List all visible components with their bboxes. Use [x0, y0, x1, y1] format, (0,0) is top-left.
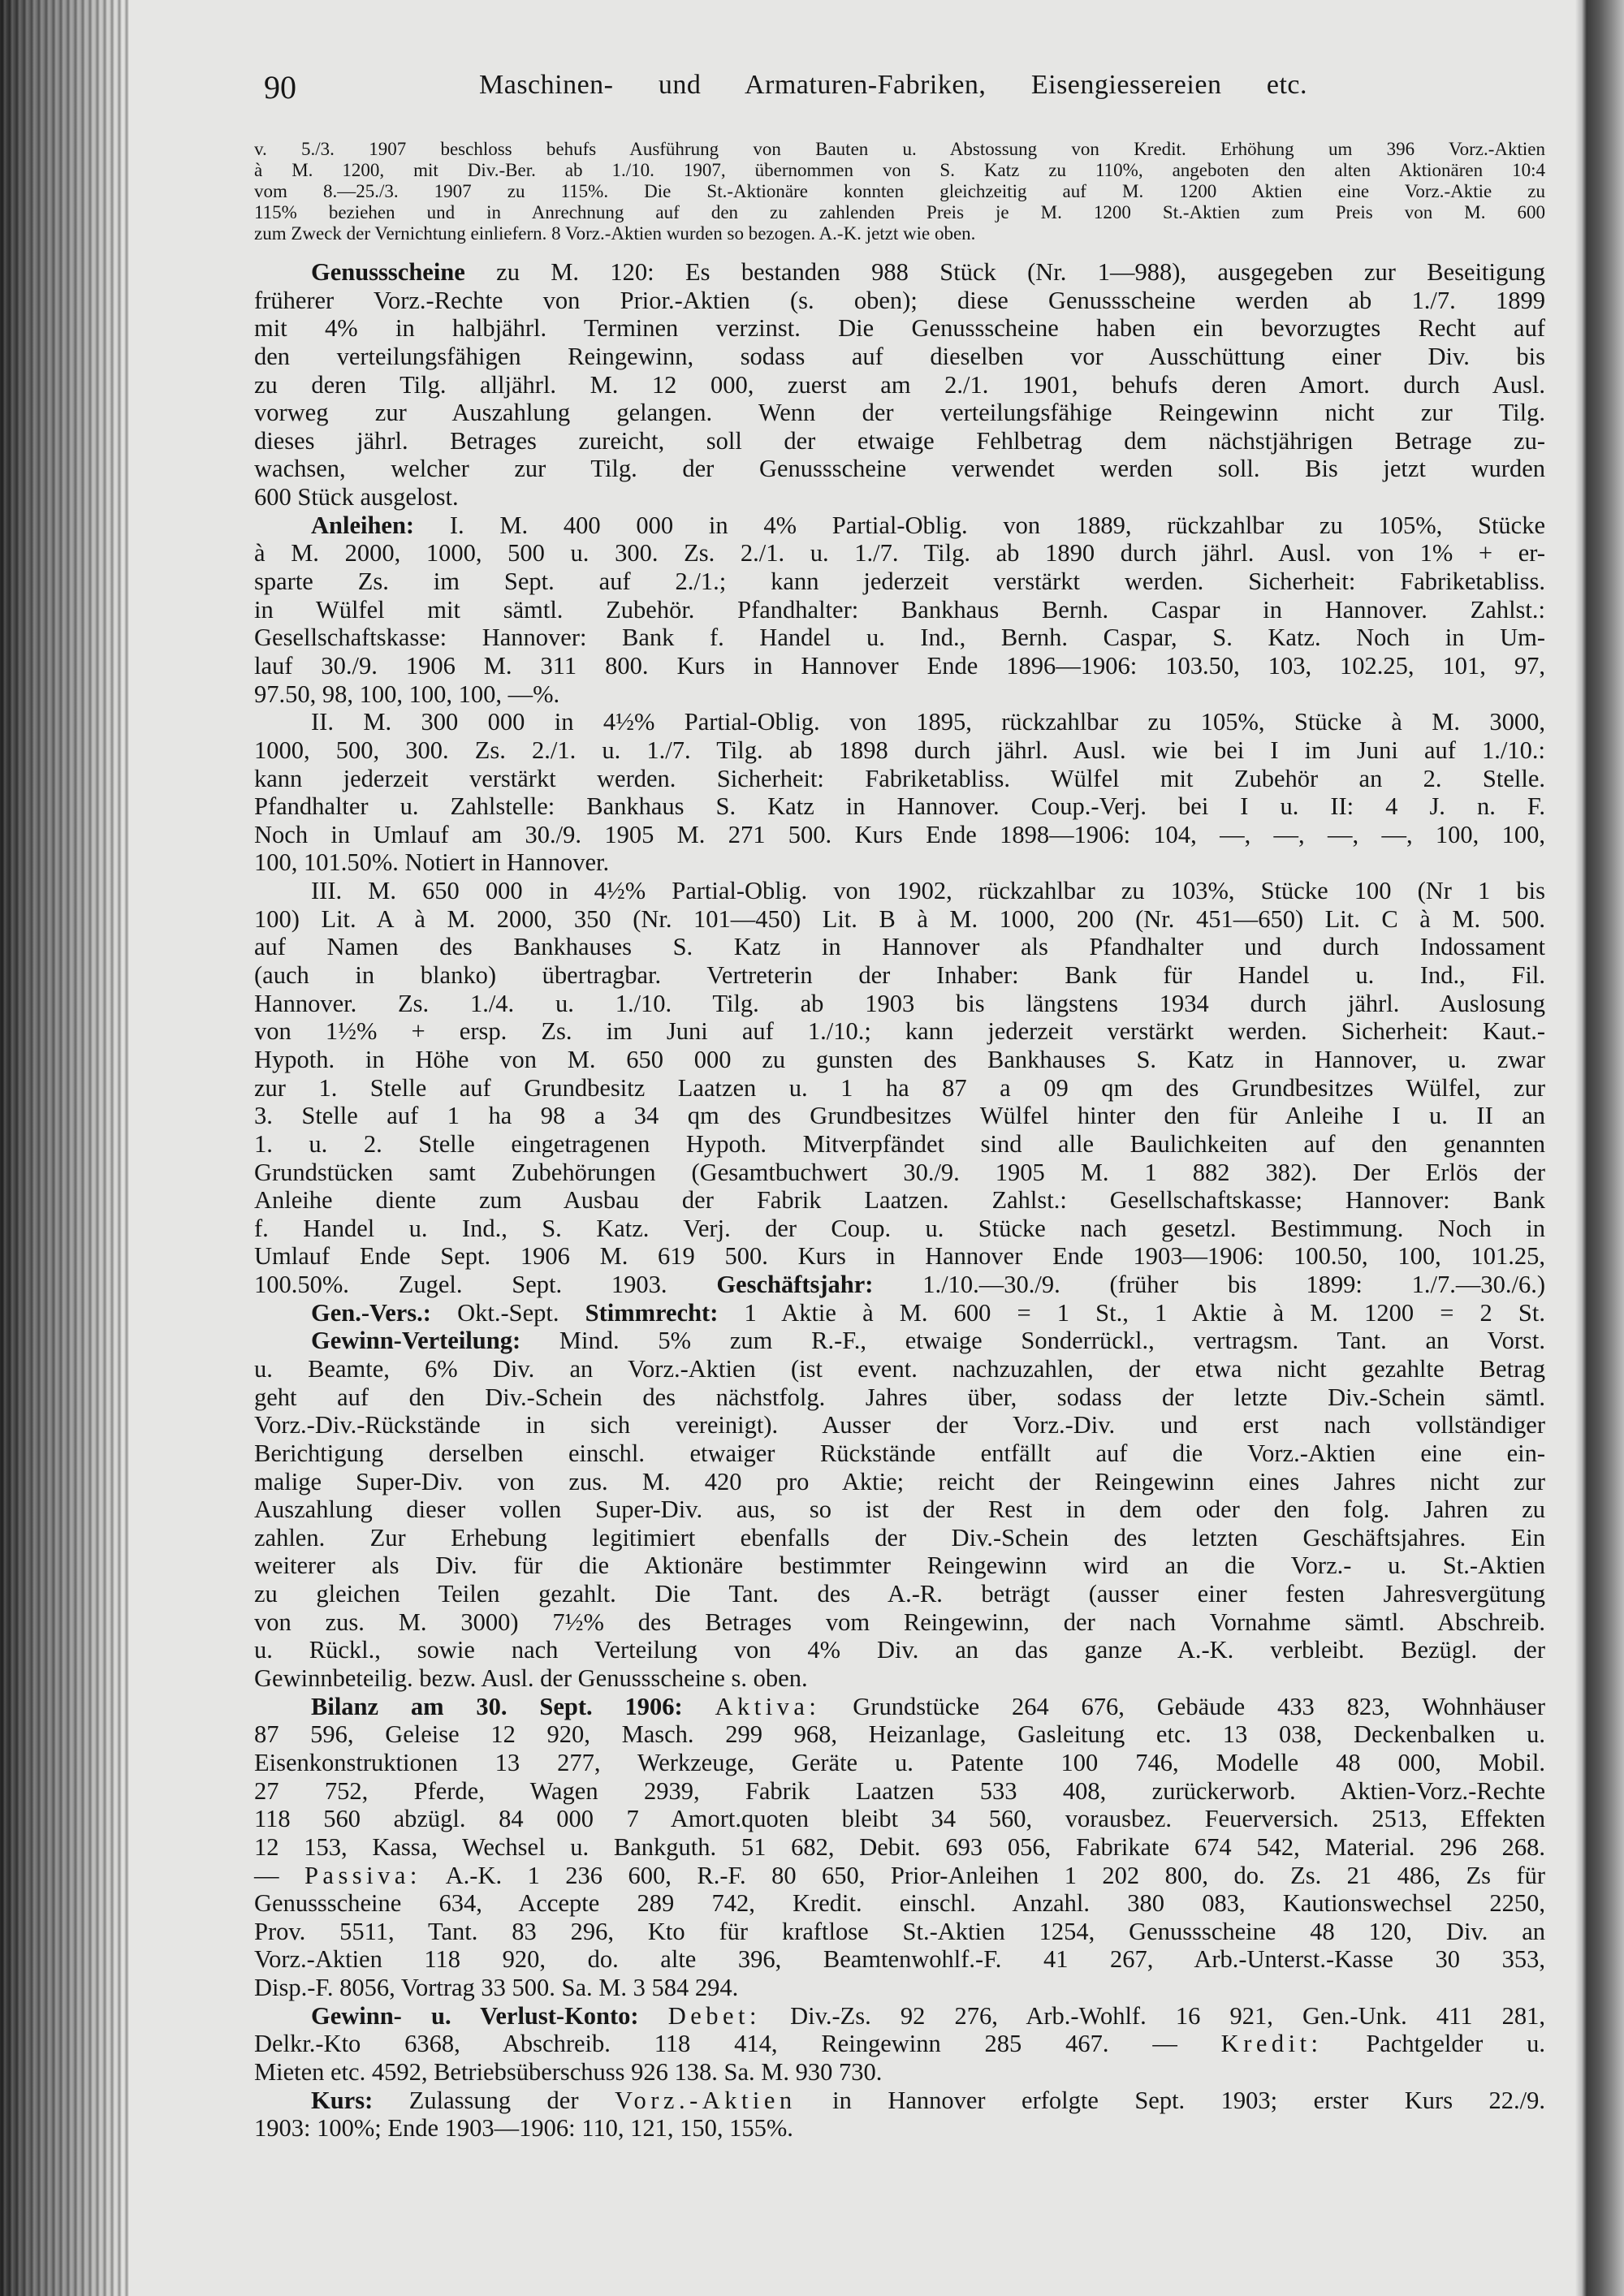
text-segment: A.-K. 1 236 600, R.-F. 80 650, Prior-Anleihen 1 202 800, do. Zs. 21 486, Zs für — [421, 1861, 1545, 1889]
text-line — [254, 343, 1545, 371]
text-line — [254, 511, 1545, 540]
text-segment: à M. 2000, 1000, 500 u. 300. Zs. 2./1. u. 1./7. Tilg. ab 1890 durch jährl. Ausl. von 1% + er- — [254, 539, 1545, 568]
text-segment: 1. u. 2. Stelle eingetragenen Hypoth. Mitverpfändet sind alle Baulichkeiten auf den genannten — [254, 1129, 1545, 1158]
text-segment: mit 4% in halbjährl. Terminen verzinst. Die Genussscheine haben ein bevorzugtes Recht auf — [254, 314, 1545, 343]
text-line — [254, 1805, 1545, 1833]
text-segment: Grundstücke 264 676, Gebäude 433 823, Wohnhäuser — [820, 1692, 1545, 1720]
page-edge-shadow — [1575, 0, 1624, 2296]
text-segment: sparte Zs. im Sept. auf 2./1.; kann jederzeit verstärkt werden. Sicherheit: Fabriketabliss. — [254, 568, 1545, 596]
section-label: Gewinn- u. Verlust-Konto: — [311, 2001, 639, 2030]
text-line — [254, 1693, 1545, 1721]
text-line — [254, 1580, 1545, 1608]
text-line — [254, 568, 1545, 596]
section-label: Gen.-Vers.: — [311, 1298, 431, 1327]
text-segment: früherer Vorz.-Rechte von Prior.-Aktien (s. oben); diese Genussscheine werden ab 1./7. 1899 — [254, 286, 1545, 314]
text-line — [254, 680, 1545, 709]
section-label: Bilanz am 30. Sept. 1906: — [311, 1692, 683, 1720]
text-segment: 97.50, 98, 100, 100, 100, —%. — [254, 680, 560, 708]
text-line — [254, 1439, 1545, 1468]
text-line — [254, 1271, 1545, 1299]
text-line — [254, 371, 1545, 399]
text-line — [254, 1749, 1545, 1777]
text-segment: 100, 101.50%. Notiert in Hannover. — [254, 848, 610, 877]
text-segment: Grundstücken samt Zubehörungen (Gesamtbuchwert 30./9. 1905 M. 1 882 382). Der Erlös der — [254, 1158, 1545, 1186]
text-segment: Gesellschaftskasse: Hannover: Bank f. Handel u. Ind., Bernh. Caspar, S. Katz. Noch in Um- — [254, 624, 1545, 652]
section-label: Genussscheine — [311, 258, 465, 286]
text-segment: vorweg zur Auszahlung gelangen. Wenn der verteilungsfähige Reingewinn nicht zur Tilg. — [254, 399, 1545, 427]
page-number: 90 — [264, 69, 296, 106]
text-segment: (auch in blanko) übertragbar. Vertreterin der Inhaber: Bank für Handel u. Ind., Fil. — [254, 961, 1545, 990]
text-segment: geht auf den Div.-Schein des nächstfolg. Jahres über, sodass der letzte Div.-Schein sämtl. — [254, 1383, 1545, 1411]
text-line — [254, 1130, 1545, 1159]
section-label: Kurs: — [311, 2086, 374, 2114]
text-segment: Zulassung der — [373, 2086, 615, 2114]
text-line — [254, 1383, 1545, 1412]
text-line — [254, 1552, 1545, 1580]
text-segment: Delkr.-Kto 6368, Abschreib. 118 414, Reingewinn 285 467. — — [254, 2030, 1221, 2058]
text-segment: 1903: 100%; Ende 1903—1906: 110, 121, 150, 155%. — [254, 2114, 793, 2143]
text-line — [254, 1074, 1545, 1103]
text-segment: Anleihe diente zum Ausbau der Fabrik Laatzen. Zahlst.: Gesellschaftskasse; Hannover: Bank — [254, 1186, 1545, 1215]
text-segment: Prov. 5511, Tant. 83 296, Kto für kraftlose St.-Aktien 1254, Genussscheine 48 120, Div. an — [254, 1917, 1545, 1945]
text-line — [254, 1524, 1545, 1552]
text-line — [254, 1102, 1545, 1130]
text-line — [254, 596, 1545, 624]
text-segment: 1./10.—30./9. (früher bis 1899: 1./7.—30./6.) — [873, 1271, 1545, 1299]
text-line — [254, 1889, 1545, 1918]
text-line — [254, 1720, 1545, 1749]
text-line — [254, 2114, 1545, 2143]
text-segment: Okt.-Sept. — [430, 1298, 585, 1327]
paragraph-genussscheine — [254, 258, 1545, 511]
text-line — [254, 1664, 1545, 1693]
text-line — [254, 1299, 1545, 1327]
text-segment: 100.50%. Zugel. Sept. 1903. — [254, 1271, 717, 1299]
text-line — [254, 427, 1545, 455]
text-line — [254, 2030, 1545, 2058]
smallprint-block — [254, 139, 1545, 244]
text-segment: Umlauf Ende Sept. 1906 M. 619 500. Kurs in Hannover Ende 1903—1906: 100.50, 100, 101.25, — [254, 1242, 1545, 1271]
text-segment: Pfandhalter u. Zahlstelle: Bankhaus S. Katz in Hannover. Coup.-Verj. bei I u. II: 4 J. n. F. — [254, 792, 1545, 821]
text-line — [254, 1608, 1545, 1637]
text-line — [254, 399, 1545, 427]
text-segment: in Wülfel mit sämtl. Zubehör. Pfandhalter: Bankhaus Bernh. Caspar in Hannover. Zahlst.: — [254, 595, 1545, 624]
text-line — [254, 736, 1545, 765]
text-segment: u. Beamte, 6% Div. an Vorz.-Aktien (ist event. nachzuzahlen, der etwa nicht gezahlte Betrag — [254, 1354, 1545, 1383]
text-segment: III. M. 650 000 in 4½% Partial-Oblig. von 1902, rückzahlbar zu 103%, Stücke 100 (Nr 1 bis — [311, 877, 1545, 905]
section-label: Anleihen: — [311, 511, 415, 539]
text-segment: kann jederzeit verstärkt werden. Sicherheit: Fabriketabliss. Wülfel mit Zubehör an 2. Stelle. — [254, 764, 1545, 792]
text-segment: weiterer als Div. für die Aktionäre bestimmter Reingewinn wird an die Vorz.- u. St.-Aktien — [254, 1552, 1545, 1580]
paragraph-gen-vers — [254, 1299, 1545, 1327]
text-line — [254, 1862, 1545, 1890]
text-segment: malige Super-Div. von zus. M. 420 pro Aktie; reicht der Reingewinn eines Jahres nicht zur — [254, 1467, 1545, 1495]
paragraph-bilanz — [254, 1693, 1545, 2002]
text-segment: 1 Aktie à M. 600 = 1 St., 1 Aktie à M. 1200 = 2 St. — [718, 1298, 1545, 1327]
text-line — [254, 792, 1545, 821]
text-segment: I. M. 400 000 in 4% Partial-Oblig. von 1889, rückzahlbar zu 105%, Stücke — [414, 511, 1545, 539]
text-segment: u. Rückl., sowie nach Verteilung von 4% Div. an das ganze A.-K. verbleibt. Bezügl. der — [254, 1636, 1545, 1664]
paragraph-anleihen-i — [254, 511, 1545, 708]
text-segment — [683, 1693, 715, 1720]
text-segment: Div.-Zs. 92 276, Arb.-Wohlf. 16 921, Gen.-Unk. 411 281, — [760, 2001, 1545, 2030]
text-line — [254, 2002, 1545, 2031]
text-line — [254, 765, 1545, 793]
smallprint-line: 115% beziehen und in Anrechnung auf den zu zahlenden Preis je M. 1200 St.-Aktien zum Preis von M. 600 — [254, 202, 1545, 222]
text-segment: zur 1. Stelle auf Grundbesitz Laatzen u. 1 ha 87 a 09 qm des Grundbesitzes Wülfel, zur — [254, 1073, 1545, 1102]
text-line — [254, 1327, 1545, 1355]
text-line — [254, 1186, 1545, 1215]
text-segment: von 1½% + ersp. Zs. im Juni auf 1./10.; kann jederzeit verstärkt werden. Sicherheit: Kaut.- — [254, 1017, 1545, 1046]
text-line — [254, 1242, 1545, 1271]
text-line — [254, 652, 1545, 680]
text-line — [254, 1495, 1545, 1524]
text-line — [254, 2087, 1545, 2115]
text-segment: 600 Stück ausgelost. — [254, 483, 459, 511]
text-segment: Hypoth. in Höhe von M. 650 000 zu gunsten des Bankhauses S. Katz in Hannover, u. zwar — [254, 1045, 1545, 1073]
text-line — [254, 1777, 1545, 1806]
smallprint-line: à M. 1200, mit Div.-Ber. ab 1./10. 1907, übernommen von S. Katz zu 110%, angeboten den alten Aktionären 10:4 — [254, 160, 1545, 180]
text-line — [254, 1945, 1545, 1974]
spaced-label: Aktiva: — [715, 1692, 821, 1720]
smallprint-line: v. 5./3. 1907 beschloss behufs Ausführung von Bauten u. Abstossung von Kredit. Erhöhung um 396 Vorz.-Aktien — [254, 139, 1545, 159]
text-segment: 100) Lit. A à M. 2000, 350 (Nr. 101—450) Lit. B à M. 1000, 200 (Nr. 451—650) Lit. C à M. 500. — [254, 904, 1545, 933]
smallprint-line: vom 8.—25./3. 1907 zu 115%. Die St.-Aktionäre konnten gleichzeitig auf M. 1200 Aktien eine Vorz.-Aktie zu — [254, 181, 1545, 201]
text-line — [254, 1017, 1545, 1046]
text-segment: zu M. 120: Es bestanden 988 Stück (Nr. 1—988), ausgegeben zur Beseitigung — [464, 258, 1545, 286]
text-segment: 1000, 500, 300. Zs. 2./1. u. 1./7. Tilg. ab 1898 durch jährl. Ausl. wie bei I im Juni auf 1./10.: — [254, 736, 1545, 764]
text-line — [254, 905, 1545, 934]
text-line — [254, 314, 1545, 343]
text-line — [254, 877, 1545, 905]
text-segment: 87 596, Geleise 12 920, Masch. 299 968, Heizanlage, Gasleitung etc. 13 038, Deckenbalken u. — [254, 1720, 1545, 1749]
paragraph-anleihen-iii — [254, 877, 1545, 1299]
spaced-label: Debet: — [667, 2001, 761, 2030]
text-line — [254, 1159, 1545, 1187]
text-segment: f. Handel u. Ind., S. Katz. Verj. der Coup. u. Stücke nach gesetzl. Bestimmung. Noch in — [254, 1214, 1545, 1242]
text-line — [254, 539, 1545, 568]
text-segment: zu deren Tilg. alljährl. M. 12 000, zuerst am 2./1. 1901, behufs deren Amort. durch Ausl. — [254, 370, 1545, 399]
book-binding-shadow — [0, 0, 130, 2296]
text-line — [254, 708, 1545, 736]
text-line — [254, 933, 1545, 961]
text-segment: — — [254, 1861, 304, 1889]
text-line — [254, 1411, 1545, 1439]
text-line — [254, 821, 1545, 849]
text-segment: 12 153, Kassa, Wechsel u. Bankguth. 51 682, Debit. 693 056, Fabrikate 674 542, Material. 296 268. — [254, 1832, 1545, 1861]
smallprint-line: zum Zweck der Vernichtung einliefern. 8 Vorz.-Aktien wurden so bezogen. A.-K. jetzt wie oben. — [254, 223, 976, 244]
text-line — [254, 1355, 1545, 1383]
text-line — [254, 848, 1545, 877]
section-label: Stimmrecht: — [585, 1298, 719, 1327]
text-line — [254, 1833, 1545, 1862]
paragraph-gewinn-verlust-konto — [254, 2002, 1545, 2087]
text-line — [254, 624, 1545, 652]
text-segment: lauf 30./9. 1906 M. 311 800. Kurs in Hannover Ende 1896—1906: 103.50, 103, 102.25, 101, 97, — [254, 651, 1545, 680]
text-segment: zu gleichen Teilen gezahlt. Die Tant. des A.-R. beträgt (ausser einer festen Jahresvergütung — [254, 1580, 1545, 1608]
text-segment: Vorz.-Aktien 118 920, do. alte 396, Beamtenwohlf.-F. 41 267, Arb.-Unterst.-Kasse 30 353, — [254, 1945, 1545, 1974]
paragraph-kurs — [254, 2087, 1545, 2143]
text-segment: zahlen. Zur Erhebung legitimiert ebenfalls der Div.-Schein des letzten Geschäftsjahres. Ein — [254, 1523, 1545, 1552]
spaced-label: Kredit: — [1220, 2030, 1323, 2058]
body-text — [254, 258, 1545, 2143]
text-segment: Eisenkonstruktionen 13 277, Werkzeuge, Geräte u. Patente 100 746, Modelle 48 000, Mobil. — [254, 1748, 1545, 1776]
text-segment: Mind. 5% zum R.-F., etwaige Sonderrückl., vertragsm. Tant. an Vorst. — [520, 1327, 1545, 1355]
text-line — [254, 455, 1545, 483]
text-segment: Disp.-F. 8056, Vortrag 33 500. Sa. M. 3 584 294. — [254, 1974, 739, 2002]
text-segment: dieses jährl. Betrages zureicht, soll der etwaige Fehlbetrag dem nächstjährigen Betrage zu- — [254, 426, 1545, 455]
text-segment — [639, 2002, 668, 2030]
text-line — [254, 1636, 1545, 1664]
text-line — [254, 1974, 1545, 2002]
spaced-label: Passiva: — [304, 1861, 421, 1889]
text-segment: auf Namen des Bankhauses S. Katz in Hannover als Pfandhalter und durch Indossament — [254, 933, 1545, 961]
running-title: Maschinen- und Armaturen-Fabriken, Eisengiessereien etc. — [479, 70, 1307, 100]
section-label: Gewinn-Verteilung: — [311, 1327, 521, 1355]
text-segment: den verteilungsfähigen Reingewinn, sodass auf dieselben vor Ausschüttung einer Div. bis — [254, 342, 1545, 370]
text-line — [254, 1046, 1545, 1074]
text-line — [254, 1215, 1545, 1243]
text-line — [254, 483, 1545, 511]
text-segment: 3. Stelle auf 1 ha 98 a 34 qm des Grundbesitzes Wülfel hinter den für Anleihe I u. II an — [254, 1102, 1545, 1130]
text-segment: Mieten etc. 4592, Betriebsüberschuss 926 138. Sa. M. 930 730. — [254, 2058, 883, 2086]
paragraph-gewinn-verteilung — [254, 1327, 1545, 1692]
text-segment: Genussscheine 634, Accepte 289 742, Kredit. einschl. Anzahl. 380 083, Kautionswechsel 2250, — [254, 1889, 1545, 1918]
text-segment: 27 752, Pferde, Wagen 2939, Fabrik Laatzen 533 408, zurückerworb. Aktien-Vorz.-Rechte — [254, 1776, 1545, 1805]
text-segment: in Hannover erfolgte Sept. 1903; erster Kurs 22./9. — [796, 2086, 1545, 2114]
text-line — [254, 990, 1545, 1018]
text-segment: 118 560 abzügl. 84 000 7 Amort.quoten bleibt 34 560, vorausbez. Feuerversich. 2513, Effekten — [254, 1805, 1545, 1833]
text-segment: wachsen, welcher zur Tilg. der Genussscheine verwendet werden soll. Bis jetzt wurden — [254, 455, 1545, 483]
text-line — [254, 258, 1545, 287]
text-segment: Noch in Umlauf am 30./9. 1905 M. 271 500. Kurs Ende 1898—1906: 104, —, —, —, —, 100, 100, — [254, 820, 1545, 848]
text-line — [254, 1468, 1545, 1496]
text-segment: Pachtgelder u. — [1322, 2030, 1545, 2058]
text-segment: von zus. M. 3000) 7½% des Betrages vom Reingewinn, der nach Vornahme sämtl. Abschreib. — [254, 1608, 1545, 1636]
text-segment: Vorz.-Div.-Rückstände in sich vereinigt). Ausser der Vorz.-Div. und erst nach vollständiger — [254, 1411, 1545, 1439]
text-line — [254, 1918, 1545, 1946]
text-segment: Gewinnbeteilig. bezw. Ausl. der Genussscheine s. oben. — [254, 1664, 808, 1693]
text-segment: II. M. 300 000 in 4½% Partial-Oblig. von 1895, rückzahlbar zu 105%, Stücke à M. 3000, — [311, 708, 1545, 736]
text-segment: Berichtigung derselben einschl. etwaiger Rückstände entfällt auf die Vorz.-Aktien eine ein- — [254, 1439, 1545, 1467]
text-line — [254, 2058, 1545, 2087]
section-label: Geschäftsjahr: — [716, 1271, 874, 1299]
text-segment: Auszahlung dieser vollen Super-Div. aus, so ist der Rest in dem oder den folg. Jahren zu — [254, 1495, 1545, 1524]
text-segment: Hannover. Zs. 1./4. u. 1./10. Tilg. ab 1903 bis längstens 1934 durch jährl. Auslosung — [254, 989, 1545, 1017]
text-line — [254, 961, 1545, 990]
spaced-label: Vorz.-Aktien — [614, 2086, 797, 2114]
paragraph-anleihen-ii — [254, 708, 1545, 877]
text-line — [254, 287, 1545, 315]
